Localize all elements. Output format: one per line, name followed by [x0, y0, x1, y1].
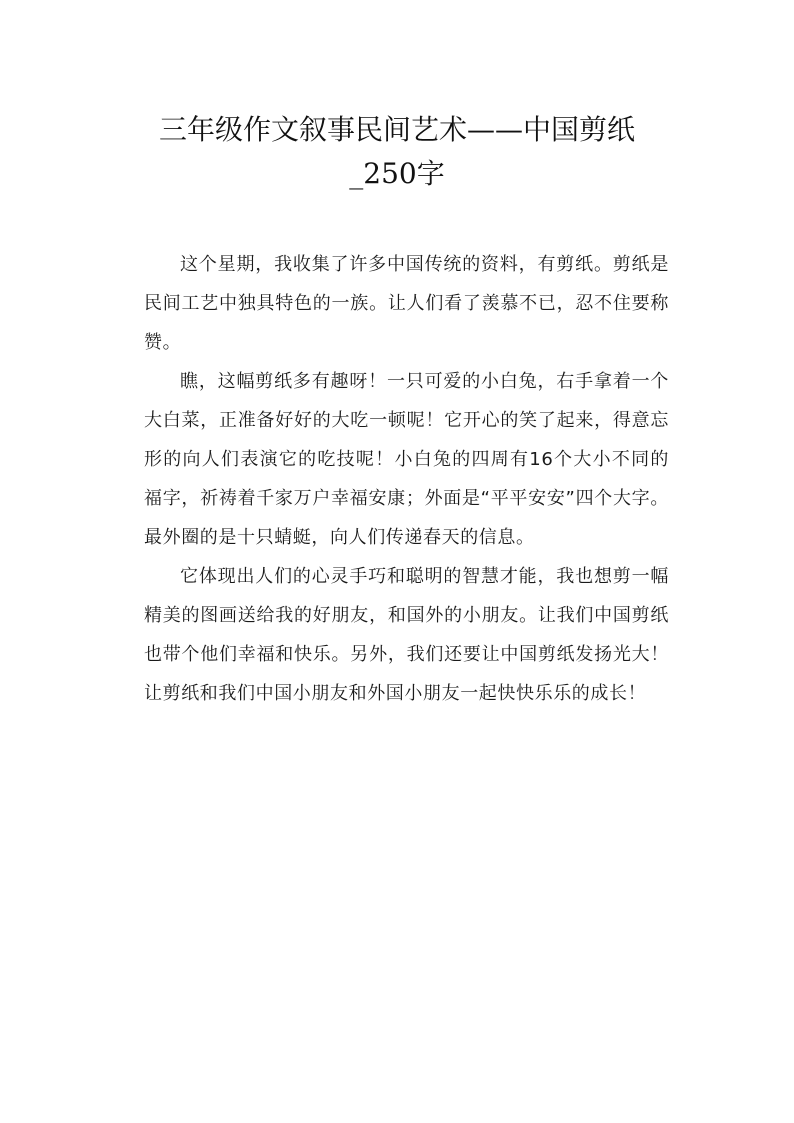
paragraph-3: 它体现出人们的心灵手巧和聪明的智慧才能，我也想剪一幅精美的图画送给我的好朋友，和国外的小朋友。让我们中国剪纸也带个他们幸福和快乐。另外，我们还要让中国剪纸发扬光大！让剪纸和我们中国小朋友和外国小朋友一起快快乐乐的成长！ [144, 566, 669, 704]
document-title-line-2: _250字 [349, 157, 445, 190]
document-title-line-1: 三年级作文叙事民间艺术——中国剪纸 [158, 113, 635, 146]
paragraph-2: 瞧，这幅剪纸多有趣呀！一只可爱的小白兔，右手拿着一个大白菜，正准备好好的大吃一顿呢！它开心的笑了起来，得意忘形的向人们表演它的吃技呢！小白兔的四周有16个大小不同的福字，祈祷着千家万户幸福安康；外面是“平平安安”四个大字。最外圈的是十只蜻蜓，向人们传递春天的信息。 [144, 371, 669, 548]
paragraph-1: 这个星期，我收集了许多中国传统的资料，有剪纸。剪纸是民间工艺中独具特色的一族。让人们看了羡慕不已，忍不住要称赞。 [144, 254, 669, 353]
essay-body [144, 245, 669, 713]
